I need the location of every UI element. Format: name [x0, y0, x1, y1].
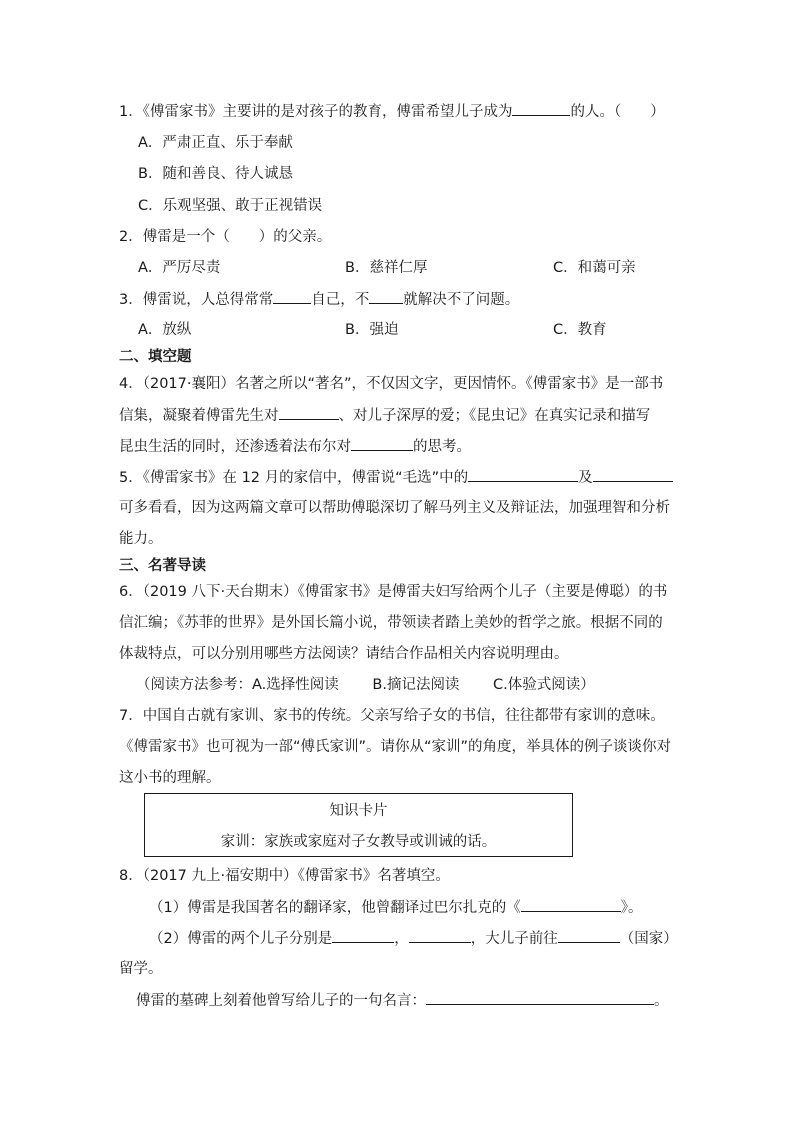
q4-blank-2[interactable]: [351, 436, 413, 451]
q6-line-1: 6．（2019 八下·天台期末）《傅雷家书》是傅雷夫妇写给两个儿子（主要是傅聪）的书: [119, 584, 668, 600]
q5-line-3: 能力。: [119, 531, 163, 547]
q6-line-3: 体裁特点，可以分别用哪些方法阅读？请结合作品相关内容说明理由。: [119, 646, 569, 662]
q8-sub-1: （1）傅雷是我国著名的翻译家，他曾翻译过巴尔扎克的《 》。: [149, 897, 642, 918]
q3-stem: 3．傅雷说，人总得常常 自己，不 就解决不了问题。: [119, 289, 519, 310]
q3-blank-1[interactable]: [273, 289, 311, 304]
q8-stem: 8．（2017 九上·福安期中）《傅雷家书》名著填空。: [119, 868, 450, 884]
q4-line-1: 4．（2017·襄阳）名著之所以“著名”，不仅因文字，更因情怀。《傅雷家书》是一部书: [119, 376, 664, 392]
q2-option-b[interactable]: B．慈祥仁厚: [345, 260, 428, 276]
q3-option-a[interactable]: A．放纵: [138, 322, 192, 338]
knowledge-card-title: 知识卡片: [329, 803, 388, 819]
q5-blank-1[interactable]: [468, 467, 578, 482]
q5-blank-2[interactable]: [593, 467, 673, 482]
q1-option-b[interactable]: B．随和善良、待人诚恳: [138, 166, 293, 182]
q7-line-2: 《傅雷家书》也可视为一部“傅氏家训”。请你从“家训”的角度，举具体的例子谈谈你对: [119, 739, 672, 755]
q5-line-2: 可多看看，因为这两篇文章可以帮助傅聪深切了解马列主义及辩证法，加强理智和分析: [119, 500, 670, 516]
q1-option-c[interactable]: C．乐观坚强、敢于正视错误: [138, 198, 323, 214]
q8-blank-2[interactable]: [332, 928, 394, 943]
q8-sub-2: （2）傅雷的两个儿子分别是 ， ，大儿子前往 （国家）: [149, 928, 678, 949]
q8-blank-1[interactable]: [521, 897, 621, 912]
q8-sub-2-continued: 留学。: [119, 961, 163, 977]
section-heading-reading-guide: 三、名著导读: [119, 558, 206, 574]
q8-blank-4[interactable]: [558, 928, 620, 943]
q8-blank-3[interactable]: [409, 928, 471, 943]
q4-line-2: 信集，凝聚着傅雷先生对 、对儿子深厚的爱；《昆虫记》在真实记录和描写: [119, 405, 650, 426]
q3-blank-2[interactable]: [369, 289, 403, 304]
q8-sub-3: 傅雷的墓碑上刻着他曾写给儿子的一句名言： 。: [136, 990, 669, 1011]
knowledge-card: [144, 793, 573, 857]
q5-line-1: 5．《傅雷家书》在 12 月的家信中，傅雷说“毛选”中的 及: [119, 467, 673, 488]
q7-line-1: 7．中国自古就有家训、家书的传统。父亲写给子女的书信，往往都带有家训的意味。: [119, 708, 665, 724]
q3-option-c[interactable]: C．教育: [553, 322, 607, 338]
q6-line-2: 信汇编；《苏菲的世界》是外国长篇小说，带领读者踏上美妙的哲学之旅。根据不同的: [119, 615, 663, 631]
q1-stem: 1．《傅雷家书》主要讲的是对孩子的教育，傅雷希望儿子成为 的人。（ ）: [119, 101, 665, 122]
q1-option-a[interactable]: A．严肃正直、乐于奉献: [138, 135, 293, 151]
q2-option-c[interactable]: C．和蔼可亲: [553, 260, 636, 276]
q2-stem: 2．傅雷是一个（ ）的父亲。: [119, 229, 332, 245]
section-heading-fill-in: 二、填空题: [119, 349, 192, 365]
q7-line-3: 这小书的理解。: [119, 770, 221, 786]
q4-blank-1[interactable]: [279, 405, 339, 420]
q6-method-reference: （阅读方法参考：A.选择性阅读 B.摘记法阅读 C.体验式阅读）: [136, 677, 595, 693]
q8-blank-5[interactable]: [426, 990, 654, 1005]
knowledge-card-text: 家训：家族或家庭对子女教导或训诫的话。: [220, 834, 497, 850]
q1-blank[interactable]: [512, 101, 570, 116]
q3-option-b[interactable]: B．强迫: [345, 322, 399, 338]
q4-line-3: 昆虫生活的同时，还渗透着法布尔对 的思考。: [119, 436, 471, 457]
q2-option-a[interactable]: A．严厉尽责: [138, 260, 221, 276]
